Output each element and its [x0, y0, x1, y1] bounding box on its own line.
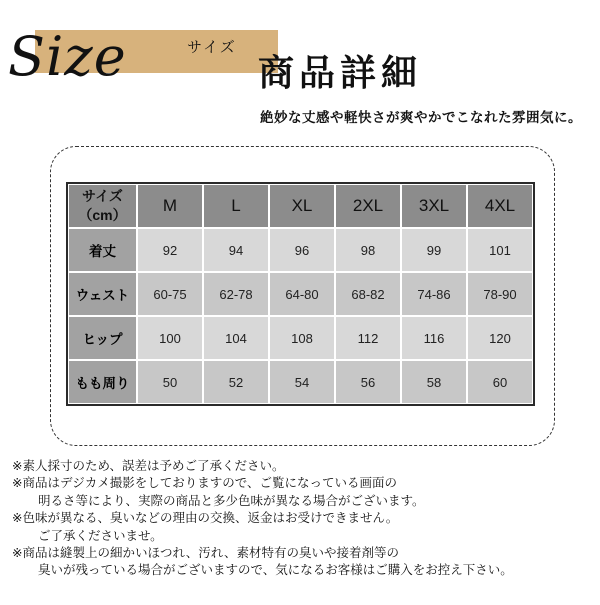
row-label: ヒップ: [68, 316, 137, 360]
subtitle: 絶妙な丈感や軽快さが爽やかでこなれた雰囲気に。: [260, 110, 582, 126]
table-corner-cell: [68, 184, 137, 228]
column-header: 2XL: [335, 184, 401, 228]
column-header: M: [137, 184, 203, 228]
note-line: 臭いが残っている場合がございますので、気になるお客様はご購入をお控え下さい。: [38, 562, 513, 578]
table-row: [68, 272, 533, 316]
row-label: 着丈: [68, 228, 137, 272]
note-line: ※商品は縫製上の細かいほつれ、汚れ、素材特有の臭いや接着剤等の: [12, 545, 399, 561]
table-cell: 50: [137, 360, 203, 404]
table-cell: 62-78: [203, 272, 269, 316]
table-cell: 52: [203, 360, 269, 404]
page-title: 商品詳細: [258, 53, 423, 94]
table-cell: 108: [269, 316, 335, 360]
table-cell: 56: [335, 360, 401, 404]
note-line: ※商品はデジカメ撮影をしておりますので、ご覧になっている画面の: [12, 475, 397, 491]
table-cell: 78-90: [467, 272, 533, 316]
table-cell: 100: [137, 316, 203, 360]
table-header-row: [68, 184, 533, 228]
table-cell: 101: [467, 228, 533, 272]
row-label: ウェスト: [68, 272, 137, 316]
note-line: ご了承くださいませ。: [38, 527, 163, 543]
size-kana-label: サイズ: [187, 38, 237, 56]
column-header: L: [203, 184, 269, 228]
table-cell: 58: [401, 360, 467, 404]
notes-block: [12, 457, 597, 579]
table-cell: 64-80: [269, 272, 335, 316]
table-cell: 96: [269, 228, 335, 272]
table-cell: 94: [203, 228, 269, 272]
note-line: ※素人採寸のため、誤差は予めご了承ください。: [12, 458, 285, 473]
table-cell: 112: [335, 316, 401, 360]
column-header: 3XL: [401, 184, 467, 228]
table-row: [68, 360, 533, 404]
table-row: [68, 316, 533, 360]
corner-unit: （cm）: [78, 207, 127, 223]
size-table: [66, 182, 535, 406]
size-script-logo: Size: [8, 25, 127, 88]
column-header: 4XL: [467, 184, 533, 228]
table-cell: 92: [137, 228, 203, 272]
table-cell: 68-82: [335, 272, 401, 316]
table-cell: 98: [335, 228, 401, 272]
table-cell: 54: [269, 360, 335, 404]
table-cell: 74-86: [401, 272, 467, 316]
table-cell: 104: [203, 316, 269, 360]
note-line: 明るさ等により、実際の商品と多少色味が異なる場合がございます。: [38, 492, 425, 508]
table-cell: 60: [467, 360, 533, 404]
row-label: もも周り: [68, 360, 137, 404]
note-line: ※色味が異なる、臭いなどの理由の交換、返金はお受けできません。: [12, 510, 399, 526]
table-row: [68, 228, 533, 272]
column-header: XL: [269, 184, 335, 228]
table-cell: 116: [401, 316, 467, 360]
corner-label: サイズ: [82, 188, 123, 204]
table-cell: 60-75: [137, 272, 203, 316]
table-cell: 99: [401, 228, 467, 272]
table-cell: 120: [467, 316, 533, 360]
